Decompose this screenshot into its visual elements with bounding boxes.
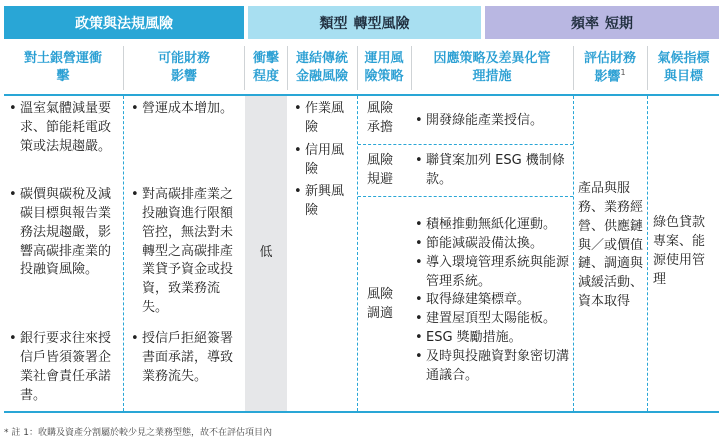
column-header-impact-label: 對土銀營運衝擊 [23, 51, 102, 84]
measure-item: • 開發綠能產業授信。 [414, 112, 572, 131]
header-divider [573, 46, 574, 90]
column-header-measures [412, 43, 572, 93]
traditional-risk-item: • 信用風險 [293, 142, 355, 180]
column-header-traditional-risk-label: 連結傳統金融風險 [295, 51, 348, 84]
measure-item: • ESG 獎勵措施。 [414, 329, 572, 348]
strategy-name: 風險規避 [367, 153, 394, 187]
impact-item: • 碳價與碳稅及減碳目標與報告業務法規趨嚴，影響高碳排產業的投融資風險。 [8, 186, 120, 280]
financial-impact-item: • 授信戶拒絕簽署書面承諾，導致業務流失。 [130, 330, 242, 387]
measure-item: • 建置屋頂型太陽能板。 [414, 310, 572, 329]
financial-assessment-text: 產品與服務、業務經營、供應鏈與／或價值鏈、調適與減緩活動、資本取得 [578, 181, 644, 310]
traditional-risk-item: • 新興風險 [293, 183, 355, 221]
column-header-strategy-label: 運用風險策略 [364, 51, 404, 84]
column-header-strategy [358, 43, 410, 93]
column-header-financial-assessment [574, 43, 646, 93]
header-divider [411, 46, 412, 90]
risk-type-key: 類型 [319, 15, 348, 32]
impact-item: • 銀行要求往來授信戶皆須簽署企業社會責任承諾書。 [8, 330, 120, 405]
traditional-risk-item: • 作業風險 [293, 100, 355, 138]
measure-list [414, 112, 572, 131]
measure-item: • 積極推動無紙化運動。 [414, 216, 572, 235]
strategy-name: 風險承擔 [367, 101, 394, 135]
traditional-risk-list [293, 100, 355, 221]
header-divider [357, 46, 358, 90]
strategy-name: 風險調適 [367, 287, 394, 321]
column-header-impact [4, 43, 122, 93]
measure-item: • 取得綠建築標章。 [414, 291, 572, 310]
column-header-financial-assessment-label: 評估財務影響 [583, 51, 636, 85]
header-divider [123, 46, 124, 90]
column-header-indicators-label: 氣候指標與目標 [657, 51, 710, 84]
impact-level: 低 [259, 245, 273, 261]
frequency-header [485, 6, 719, 39]
risk-category-title: 政策與法規風險 [75, 15, 173, 32]
strategy-row-divider [358, 144, 573, 145]
measure-list [414, 216, 572, 386]
header-divider [647, 46, 648, 90]
footnote-marker: 1 [620, 67, 626, 77]
financial-impact-item: • 對高碳排產業之投融資進行限額管控，無法對未轉型之高碳排產業貸予資金或投資，致業務流失。 [130, 186, 242, 318]
header-divider [287, 46, 288, 90]
frequency-value: 短期 [605, 15, 633, 32]
column-header-financial-label: 可能財務影響 [157, 51, 210, 84]
risk-type-header [248, 6, 481, 39]
column-header-measures-label: 因應策略及差異化管理措施 [433, 51, 551, 84]
column-header-indicators [648, 43, 719, 93]
column-header-traditional-risk [288, 43, 356, 93]
risk-category-header [4, 6, 244, 39]
body-divider [573, 96, 574, 411]
measure-item: • 節能減碳設備汰換。 [414, 235, 572, 254]
body-divider [647, 96, 648, 411]
frequency-key: 頻率 [571, 15, 599, 32]
footnote: * 註 1：收購及資產分割屬於較少見之業務型態，故不在評估項目內 [4, 428, 272, 438]
risk-type-value: 轉型風險 [353, 15, 410, 32]
header-bottom-rule [4, 94, 719, 96]
measure-item: • 及時與投融資對象密切溝通議合。 [414, 348, 572, 386]
measure-list [414, 152, 572, 190]
impact-item: • 溫室氣體減量要求、節能耗電政策或法規趨嚴。 [8, 100, 120, 157]
table-bottom-rule [4, 411, 719, 413]
impact-level-cell [245, 96, 287, 411]
financial-impact-item: • 營運成本增加。 [130, 100, 242, 119]
column-header-financial [125, 43, 243, 93]
strategy-row-divider [358, 196, 573, 197]
body-divider [123, 96, 124, 411]
column-header-level [246, 43, 286, 93]
measure-item: • 聯貸案加列 ESG 機制條款。 [414, 152, 572, 190]
header-divider [244, 46, 245, 90]
climate-indicators-text: 綠色貸款專案、能源使用管理 [653, 215, 706, 287]
measure-item: • 導入環境管理系統與能源管理系統。 [414, 254, 572, 292]
column-header-level-label: 衝擊程度 [252, 51, 279, 84]
